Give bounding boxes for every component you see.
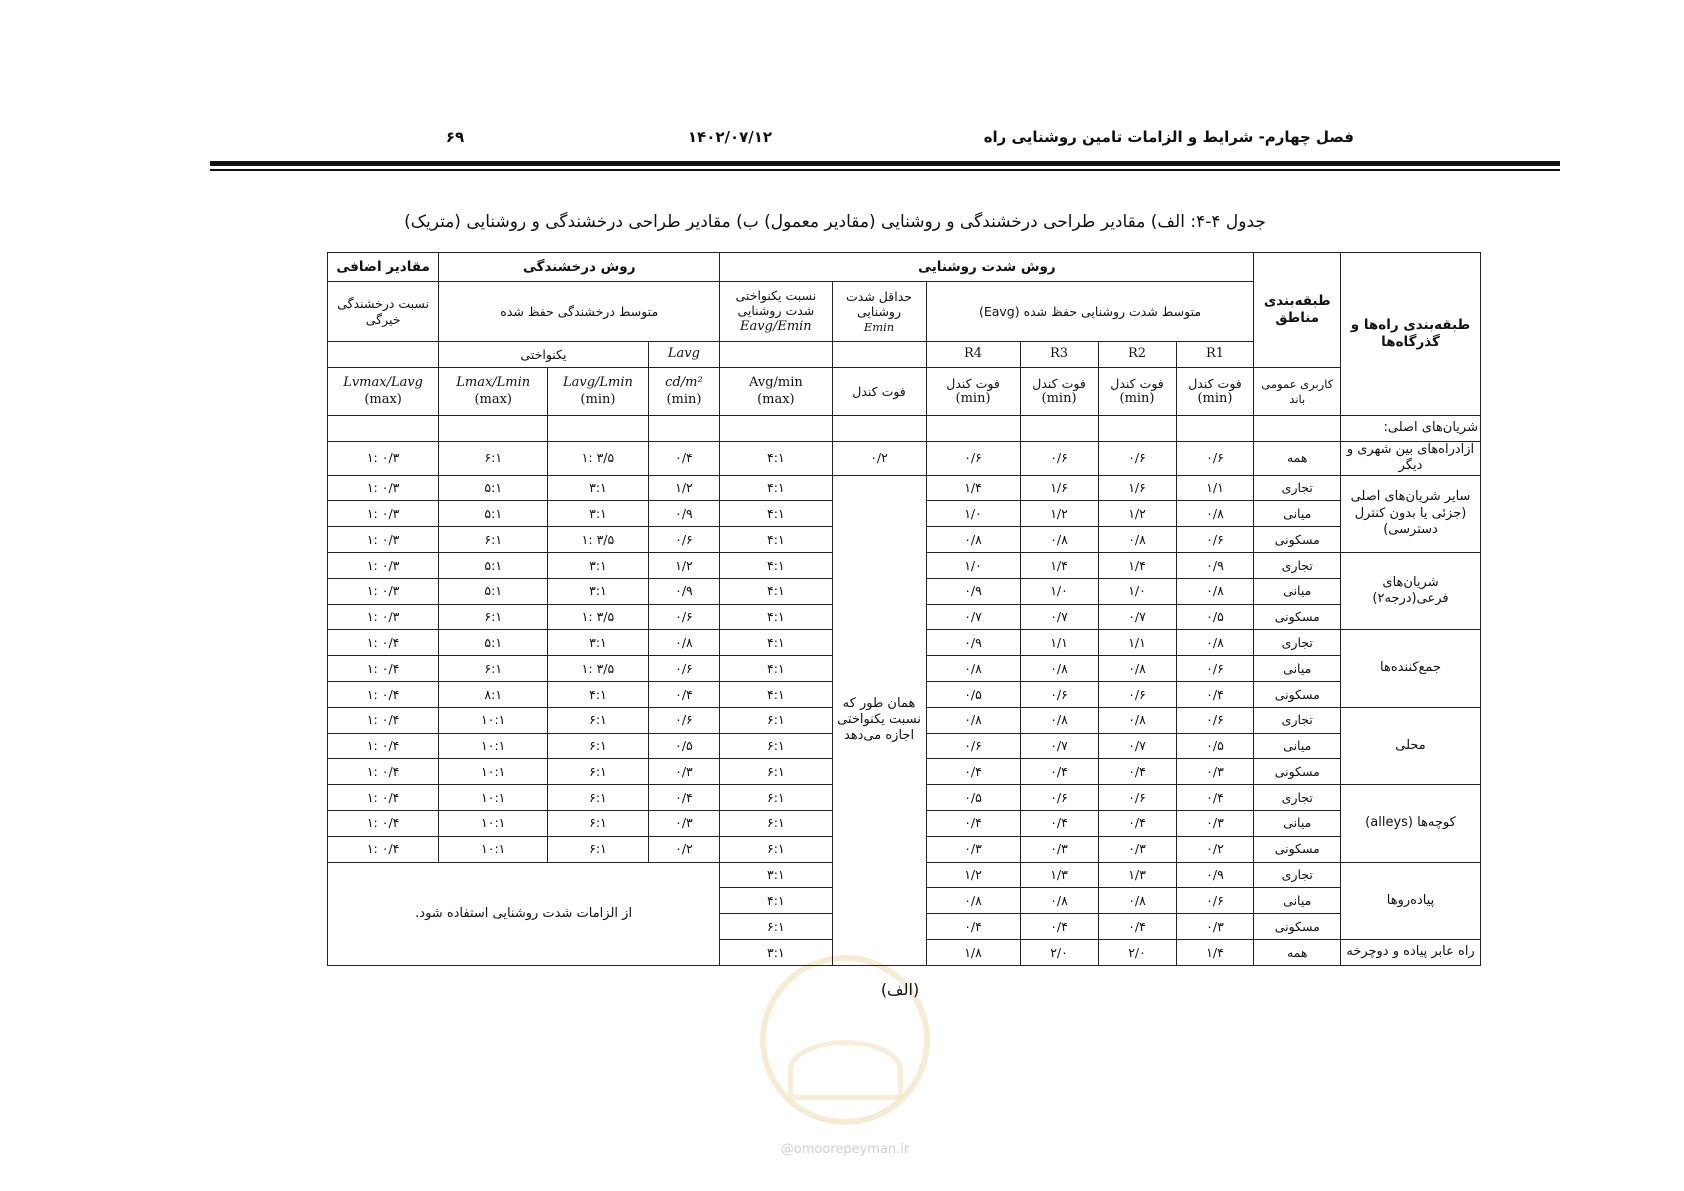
lavg-cell: ۱/۲ [648, 552, 720, 578]
r2-cell: ۰/۸ [1098, 656, 1176, 682]
area-cell: تجاری [1254, 475, 1341, 501]
lmax-lmin-cell: ۱۰:۱ [439, 836, 548, 862]
r4-cell: ۰/۸ [926, 707, 1020, 733]
lavg-cell: ۰/۳ [648, 759, 720, 785]
lavg-lmin-cell: ۳/۵ :۱ [548, 604, 648, 630]
r3-cell: ۰/۴ [1020, 914, 1098, 940]
area-cell: مسکونی [1254, 604, 1341, 630]
r2-unit [1098, 368, 1176, 416]
r2-cell: ۱/۶ [1098, 475, 1176, 501]
uniformity-cell: ۶:۱ [720, 785, 832, 811]
uniformity-cell: ۴:۱ [720, 656, 832, 682]
emin-note-cell: همان طور که نسبت یکنواختی اجازه می‌دهد [832, 475, 926, 965]
r4-cell: ۰/۶ [926, 442, 1020, 476]
r4-cell: ۰/۹ [926, 630, 1020, 656]
design-values-table [327, 252, 1481, 966]
lmax-lmin-cell: ۶:۱ [439, 656, 548, 682]
eavg-header: متوسط شدت روشنایی حفظ شده (Eavg) [926, 282, 1254, 342]
min-unit: (min) [1119, 391, 1155, 407]
r1-cell: ۰/۳ [1176, 810, 1254, 836]
lavg-lmin-cell: ۳:۱ [548, 552, 648, 578]
area-general-use: کاربری عمومی باند [1254, 368, 1341, 416]
uniformity-cell: ۴:۱ [720, 527, 832, 553]
r3-cell: ۰/۴ [1020, 810, 1098, 836]
glare-cell: ۰/۴ :۱ [328, 733, 439, 759]
lmax-lmin-cell: ۵:۱ [439, 475, 548, 501]
r2-cell: ۰/۴ [1098, 810, 1176, 836]
r1-unit [1176, 368, 1254, 416]
area-cell: تجاری [1254, 552, 1341, 578]
lavg-cell: ۰/۸ [648, 630, 720, 656]
chapter-title: فصل چهارم- شرایط و الزامات تامین روشنایی راه [983, 128, 1354, 146]
uniformity-cell: ۴:۱ [720, 630, 832, 656]
r3-cell: ۱/۱ [1020, 630, 1098, 656]
r4-unit [926, 368, 1020, 416]
min-unit: (min) [580, 391, 616, 407]
r2-cell: ۰/۷ [1098, 733, 1176, 759]
r1-cell: ۰/۶ [1176, 707, 1254, 733]
r2-cell: ۱/۱ [1098, 630, 1176, 656]
r2-cell: ۱/۰ [1098, 578, 1176, 604]
r3-cell: ۰/۶ [1020, 442, 1098, 476]
r2-cell: ۱/۲ [1098, 501, 1176, 527]
r2-cell: ۰/۶ [1098, 785, 1176, 811]
fc-unit: فوت کندل [1110, 375, 1164, 391]
area-cell: مسکونی [1254, 681, 1341, 707]
road-class-cell: پیاده‌روها [1341, 862, 1481, 939]
uniformity-cell: ۶:۱ [720, 707, 832, 733]
col-road-class: طبقه‌بندی راه‌ها و گذرگاه‌ها [1341, 253, 1481, 416]
uniformity-cell: ۴:۱ [720, 578, 832, 604]
lavg-cell: ۰/۹ [648, 501, 720, 527]
lavg-cell: ۰/۶ [648, 656, 720, 682]
uniformity-header [720, 282, 832, 342]
area-cell: مسکونی [1254, 759, 1341, 785]
lavg-lmin-cell: ۶:۱ [548, 707, 648, 733]
r4-cell: ۱/۴ [926, 475, 1020, 501]
luminance-note-cell: از الزامات شدت روشنایی استفاده شود. [328, 862, 720, 966]
emin-header [832, 282, 926, 342]
avgmin-label: Avg/min [748, 375, 803, 391]
r4-cell: ۰/۶ [926, 733, 1020, 759]
blank-cell [832, 342, 926, 368]
r4-cell: ۰/۵ [926, 681, 1020, 707]
area-cell: همه [1254, 939, 1341, 965]
uniformity-cell: ۴:۱ [720, 501, 832, 527]
r4-cell: ۱/۰ [926, 501, 1020, 527]
uniformity-cell: ۴:۱ [720, 552, 832, 578]
road-class-cell: کوچه‌ها (alleys) [1341, 785, 1481, 862]
blank-cell [926, 416, 1020, 442]
r2-cell: ۱/۴ [1098, 552, 1176, 578]
r3-cell: ۰/۷ [1020, 733, 1098, 759]
table-caption: جدول ۴-۴: الف) مقادیر طراحی درخشندگی و روشنایی (مقادیر معمول) ب) مقادیر طراحی درخشندگی و روشنایی (متریک) [404, 212, 1266, 232]
r4-cell: ۰/۴ [926, 759, 1020, 785]
lavg-lmin-cell: ۶:۱ [548, 836, 648, 862]
r3-cell: ۰/۸ [1020, 656, 1098, 682]
r4-label: R4 [926, 342, 1020, 368]
main-arteries-label: شریان‌های اصلی: [1341, 416, 1481, 442]
lavg-cell: ۰/۶ [648, 604, 720, 630]
r1-cell: ۰/۸ [1176, 501, 1254, 527]
r1-cell: ۰/۳ [1176, 914, 1254, 940]
max-unit: (max) [364, 391, 402, 407]
r1-cell: ۰/۶ [1176, 888, 1254, 914]
lavg-cell: ۰/۶ [648, 527, 720, 553]
uniformity-cell: ۴:۱ [720, 888, 832, 914]
lmax-lmin-cell: ۸:۱ [439, 681, 548, 707]
min-unit: (min) [1041, 391, 1077, 407]
r4-cell: ۰/۷ [926, 604, 1020, 630]
r1-cell: ۰/۶ [1176, 442, 1254, 476]
r2-cell: ۰/۸ [1098, 707, 1176, 733]
road-class-cell: محلی [1341, 707, 1481, 784]
r3-cell: ۰/۸ [1020, 707, 1098, 733]
lum-avg-header: متوسط درخشندگی حفظ شده [439, 282, 720, 342]
glare-cell: ۰/۳ :۱ [328, 475, 439, 501]
glare-cell: ۰/۴ :۱ [328, 785, 439, 811]
area-cell: میانی [1254, 656, 1341, 682]
blank-cell [1176, 416, 1254, 442]
glare-cell: ۰/۴ :۱ [328, 810, 439, 836]
uniformity-label: یکنواختی [439, 342, 648, 368]
road-class-cell: آزادراه‌های بین شهری و دیگر [1341, 442, 1481, 476]
blank-cell [720, 416, 832, 442]
glare-cell: ۰/۴ :۱ [328, 681, 439, 707]
area-cell: تجاری [1254, 630, 1341, 656]
blank-cell [1020, 416, 1098, 442]
r1-cell: ۰/۵ [1176, 604, 1254, 630]
r3-cell: ۰/۸ [1020, 527, 1098, 553]
lavg-lmin-cell: ۳/۵ :۱ [548, 656, 648, 682]
header-rule-thin [210, 169, 1560, 171]
fc-unit: فوت کندل [1032, 375, 1086, 391]
r4-cell: ۰/۳ [926, 836, 1020, 862]
r3-cell: ۰/۳ [1020, 836, 1098, 862]
area-cell: تجاری [1254, 707, 1341, 733]
blank-cell [548, 416, 648, 442]
lmax-lmin-cell: ۵:۱ [439, 552, 548, 578]
uniformity-cell: ۶:۱ [720, 914, 832, 940]
r2-cell: ۱/۳ [1098, 862, 1176, 888]
max-unit: (max) [757, 391, 795, 407]
r3-cell: ۰/۷ [1020, 604, 1098, 630]
uniformity-cell: ۴:۱ [720, 475, 832, 501]
r2-cell: ۰/۸ [1098, 888, 1176, 914]
uniformity-cell: ۶:۱ [720, 836, 832, 862]
r4-cell: ۱/۰ [926, 552, 1020, 578]
road-class-cell: سایر شریان‌های اصلی (جزئی یا بدون کنترل دسترسی) [1341, 475, 1481, 552]
r1-cell: ۰/۶ [1176, 656, 1254, 682]
table-row [328, 475, 1481, 501]
glare-cell: ۰/۳ :۱ [328, 552, 439, 578]
r3-cell: ۲/۰ [1020, 939, 1098, 965]
r1-cell: ۰/۵ [1176, 733, 1254, 759]
lavg-cell: ۰/۴ [648, 442, 720, 476]
emin-unit: فوت کندل [832, 368, 926, 416]
r1-cell: ۱/۱ [1176, 475, 1254, 501]
r3-cell: ۱/۶ [1020, 475, 1098, 501]
min-unit: (min) [955, 391, 991, 407]
r3-cell: ۱/۲ [1020, 501, 1098, 527]
road-class-cell: جمع‌کننده‌ها [1341, 630, 1481, 707]
lavg-lmin-cell: ۶:۱ [548, 810, 648, 836]
r2-cell: ۰/۷ [1098, 604, 1176, 630]
r1-cell: ۰/۳ [1176, 759, 1254, 785]
glare-cell: ۰/۴ :۱ [328, 656, 439, 682]
header-date: ۱۴۰۲/۰۷/۱۲ [687, 128, 773, 146]
r3-cell: ۱/۰ [1020, 578, 1098, 604]
lavg-lmin-label: Lavg/Lmin [562, 375, 633, 391]
lavg-lmin-cell: ۳:۱ [548, 475, 648, 501]
r1-cell: ۰/۸ [1176, 630, 1254, 656]
lvmax-lavg-unit [328, 368, 439, 416]
lavg-symbol: Lavg [648, 342, 720, 368]
uniformity-cell: ۴:۱ [720, 604, 832, 630]
blank-cell [1254, 416, 1341, 442]
glare-cell: ۰/۳ :۱ [328, 501, 439, 527]
uniformity-cell: ۶:۱ [720, 810, 832, 836]
r2-cell: ۰/۶ [1098, 442, 1176, 476]
r1-cell: ۰/۴ [1176, 681, 1254, 707]
avgmin-unit [720, 368, 832, 416]
lmax-lmin-cell: ۱۰:۱ [439, 707, 548, 733]
r1-cell: ۰/۶ [1176, 527, 1254, 553]
r1-label: R1 [1176, 342, 1254, 368]
area-cell: میانی [1254, 888, 1341, 914]
lmax-lmin-label: Lmax/Lmin [456, 375, 531, 391]
r2-cell: ۲/۰ [1098, 939, 1176, 965]
r3-label: R3 [1020, 342, 1098, 368]
lavg-lmin-unit [548, 368, 648, 416]
lmax-lmin-cell: ۶:۱ [439, 604, 548, 630]
road-class-cell: راه عابر پیاده و دوچرخه [1341, 939, 1481, 965]
area-cell: تجاری [1254, 785, 1341, 811]
area-cell: همه [1254, 442, 1341, 476]
uniformity-label: نسبت یکنواختی شدت روشنایی [735, 287, 817, 319]
r3-unit [1020, 368, 1098, 416]
max-unit: (max) [474, 391, 512, 407]
r1-cell: ۰/۴ [1176, 785, 1254, 811]
glare-header: نسبت درخشندگی خیرگی [328, 282, 439, 342]
glare-cell: ۰/۳ :۱ [328, 442, 439, 476]
r3-cell: ۰/۸ [1020, 888, 1098, 914]
r2-cell: ۰/۸ [1098, 527, 1176, 553]
lmax-lmin-cell: ۶:۱ [439, 442, 548, 476]
blank-cell [328, 416, 439, 442]
lavg-cell: ۰/۲ [648, 836, 720, 862]
area-cell: میانی [1254, 733, 1341, 759]
r4-cell: ۰/۵ [926, 785, 1020, 811]
r4-cell: ۰/۹ [926, 578, 1020, 604]
extra-values: مقادیر اضافی [328, 253, 439, 282]
r4-cell: ۱/۲ [926, 862, 1020, 888]
glare-cell: ۰/۴ :۱ [328, 707, 439, 733]
lavg-unit [648, 368, 720, 416]
lavg-lmin-cell: ۴:۱ [548, 681, 648, 707]
area-cell: مسکونی [1254, 836, 1341, 862]
lavg-lmin-cell: ۶:۱ [548, 759, 648, 785]
uniformity-cell: ۶:۱ [720, 733, 832, 759]
r3-cell: ۰/۴ [1020, 759, 1098, 785]
glare-cell: ۰/۴ :۱ [328, 630, 439, 656]
lmax-lmin-cell: ۱۰:۱ [439, 759, 548, 785]
uniformity-cell: ۳:۱ [720, 862, 832, 888]
lavg-lmin-cell: ۳:۱ [548, 630, 648, 656]
blank-cell [720, 342, 832, 368]
lmax-lmin-cell: ۱۰:۱ [439, 810, 548, 836]
lavg-cell: ۱/۲ [648, 475, 720, 501]
min-unit: (min) [666, 391, 702, 407]
emin-label: حداقل شدت روشنایی [846, 288, 912, 320]
lavg-cell: ۰/۵ [648, 733, 720, 759]
lavg-lmin-cell: ۳:۱ [548, 501, 648, 527]
r1-cell: ۰/۲ [1176, 836, 1254, 862]
r2-cell: ۰/۶ [1098, 681, 1176, 707]
uniformity-cell: ۴:۱ [720, 681, 832, 707]
road-class-cell: شریان‌های فرعی(درجه۲) [1341, 552, 1481, 629]
r2-cell: ۰/۴ [1098, 759, 1176, 785]
r4-cell: ۰/۸ [926, 888, 1020, 914]
lavg-lmin-cell: ۳:۱ [548, 578, 648, 604]
watermark-url: @omoorepeyman.ir [780, 1142, 910, 1157]
lmax-lmin-cell: ۶:۱ [439, 527, 548, 553]
lavg-cell: ۰/۴ [648, 681, 720, 707]
lavg-cell: ۰/۴ [648, 785, 720, 811]
lavg-lmin-cell: ۶:۱ [548, 733, 648, 759]
header-rule [210, 161, 1560, 166]
blank-cell [328, 342, 439, 368]
r1-cell: ۰/۹ [1176, 862, 1254, 888]
lmax-lmin-cell: ۱۰:۱ [439, 785, 548, 811]
lavg-cell: ۰/۹ [648, 578, 720, 604]
r4-cell: ۰/۴ [926, 914, 1020, 940]
r3-cell: ۱/۳ [1020, 862, 1098, 888]
emin-cell: ۰/۲ [832, 442, 926, 476]
glare-cell: ۰/۴ :۱ [328, 836, 439, 862]
lvmax-lavg-label: Lvmax/Lavg [343, 375, 424, 391]
lmax-lmin-cell: ۵:۱ [439, 630, 548, 656]
r3-cell: ۰/۶ [1020, 785, 1098, 811]
area-cell: میانی [1254, 810, 1341, 836]
r1-cell: ۰/۸ [1176, 578, 1254, 604]
area-cell: میانی [1254, 501, 1341, 527]
min-unit: (min) [1197, 391, 1233, 407]
r3-cell: ۰/۶ [1020, 681, 1098, 707]
table-row [328, 442, 1481, 476]
glare-cell: ۰/۳ :۱ [328, 527, 439, 553]
luminance-method: روش درخشندگی [439, 253, 720, 282]
r4-cell: ۰/۸ [926, 527, 1020, 553]
blank-cell [1098, 416, 1176, 442]
uniformity-cell: ۳:۱ [720, 939, 832, 965]
r4-cell: ۱/۸ [926, 939, 1020, 965]
fc-unit: فوت کندل [1188, 375, 1242, 391]
area-cell: مسکونی [1254, 914, 1341, 940]
r3-cell: ۱/۴ [1020, 552, 1098, 578]
blank-cell [648, 416, 720, 442]
area-cell: میانی [1254, 578, 1341, 604]
lmax-lmin-cell: ۵:۱ [439, 578, 548, 604]
lavg-lmin-cell: ۶:۱ [548, 785, 648, 811]
lmax-lmin-cell: ۵:۱ [439, 501, 548, 527]
watermark-gear [788, 1040, 903, 1100]
col-area-class: طبقه‌بندی مناطق [1254, 253, 1341, 368]
lavg-lmin-cell: ۳/۵ :۱ [548, 442, 648, 476]
r1-cell: ۱/۴ [1176, 939, 1254, 965]
lmax-lmin-unit [439, 368, 548, 416]
r4-cell: ۰/۴ [926, 810, 1020, 836]
uniformity-cell: ۶:۱ [720, 759, 832, 785]
glare-cell: ۰/۴ :۱ [328, 759, 439, 785]
uniformity-cell: ۴:۱ [720, 442, 832, 476]
lavg-lmin-cell: ۳/۵ :۱ [548, 527, 648, 553]
illuminance-method: روش شدت روشنایی [720, 253, 1254, 282]
area-cell: مسکونی [1254, 527, 1341, 553]
emin-symbol: Emin [863, 319, 895, 334]
fc-unit: فوت کندل [946, 375, 1000, 391]
blank-cell [832, 416, 926, 442]
page-number: ۶۹ [445, 128, 465, 146]
lmax-lmin-cell: ۱۰:۱ [439, 733, 548, 759]
r4-cell: ۰/۸ [926, 656, 1020, 682]
r2-cell: ۰/۳ [1098, 836, 1176, 862]
glare-cell: ۰/۳ :۱ [328, 604, 439, 630]
glare-cell: ۰/۳ :۱ [328, 578, 439, 604]
cdm2-label: cd/m² [665, 375, 703, 391]
lavg-cell: ۰/۳ [648, 810, 720, 836]
figure-label: (الف) [880, 980, 920, 999]
r2-label: R2 [1098, 342, 1176, 368]
lavg-cell: ۰/۶ [648, 707, 720, 733]
r1-cell: ۰/۹ [1176, 552, 1254, 578]
area-cell: تجاری [1254, 862, 1341, 888]
r2-cell: ۰/۴ [1098, 914, 1176, 940]
blank-cell [439, 416, 548, 442]
uniformity-symbol: Eavg/Emin [740, 319, 812, 334]
